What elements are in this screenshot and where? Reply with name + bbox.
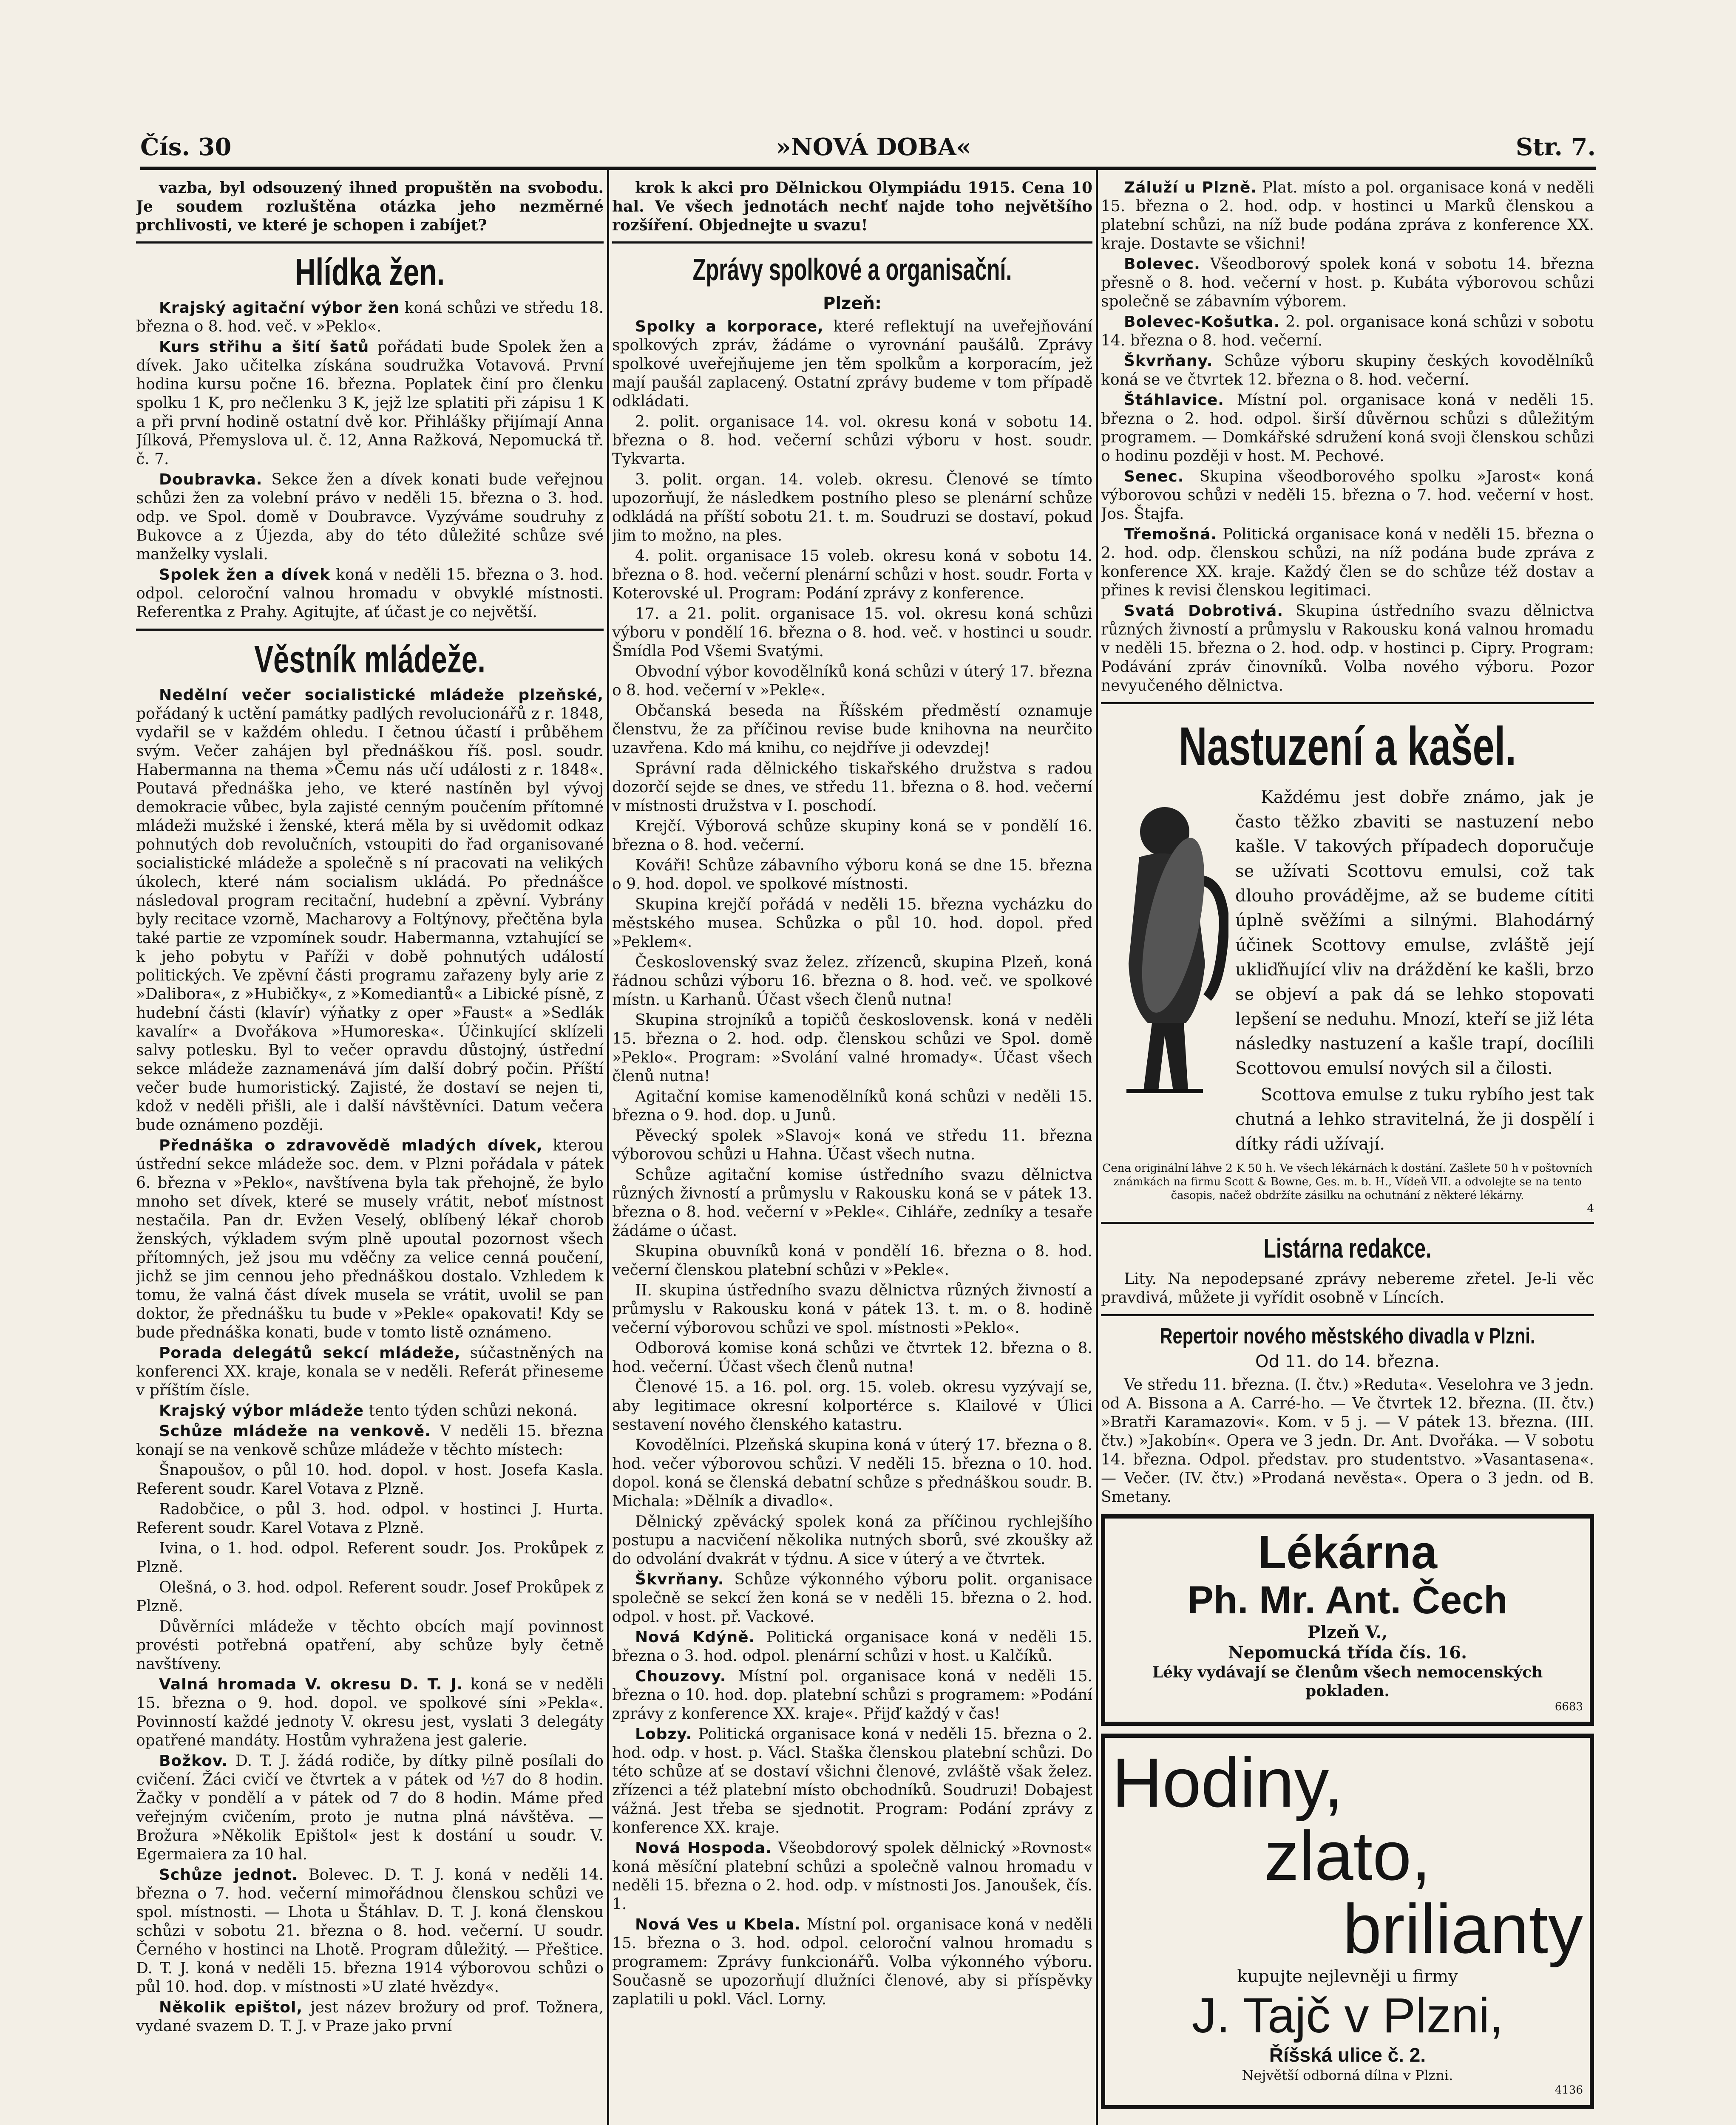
vestnik-item-text: V neděli 15. března konají se na venkově schůze mládeže v těchto místech: [136, 1422, 604, 1459]
tajc-line-brilianty: brilianty [1342, 1890, 1583, 1968]
ad-code: 4 [1587, 1202, 1594, 1215]
vestnik-item-text: jest název brožury od prof. Tožnera, vydané svazem D. T. J. v Praze jako první [136, 1999, 604, 2035]
spolkova-zprava-text: Členové 15. a 16. pol. org. 15. voleb. okresu vyzývají se, aby legitimace okresní kolportérce s. Klailové v Úlici sestavení nového členského katastru. [612, 1379, 1092, 1434]
vestnik-item-lead: Přednáška o zdravovědě mladých dívek, [159, 1137, 543, 1154]
spolkova-zprava-lead: Nová Hospoda. [635, 1839, 772, 1857]
vestnik-item [136, 1136, 604, 1342]
organisacni-zprava-lead: Bolevec-Košutka. [1124, 313, 1280, 331]
spolkova-zprava [612, 1915, 1092, 2009]
ad-paragraph: Scottova emulse z tuku rybího jest tak chutná a lehko stravitelná, že ji dospělí i dítky rádi užívají. [1235, 1085, 1594, 1154]
vestnik-item [136, 1578, 604, 1616]
spolkova-zprava-text: které reflektují na uveřejňování spolkových zpráv, žádáme o vyrovnání paušálů. Zprávy spolkové uveřejňujeme jen těm spolkům a korporacím, jež mají paušál zaplacený. Ostatní zprávy budeme v tom případě odkládati. [612, 318, 1092, 410]
vestnik-item-lead: Schůze jednot. [159, 1866, 298, 1884]
spolkova-zprava [612, 1088, 1092, 1125]
vestnik-item [136, 1422, 604, 1459]
spolkova-zprava-text: Skupina strojníků a topičů československ. koná v neděli 15. března o 2. hod. odp. členskou schůzi ve Spol. domě »Peklo«. Program: »Svolání valné hromady«. Účast všech členů nutna! [612, 1012, 1092, 1085]
spolkova-zprava-text: Skupina obuvníků koná v pondělí 16. března o 8. hod. večerní členskou platební schůzi v »Pekle«. [612, 1243, 1092, 1279]
vestnik-mladeze-heading: Věstník mládeže. [254, 638, 485, 681]
newspaper-title: »NOVÁ DOBA« [776, 133, 971, 161]
vestnik-item-text: Bolevec. D. T. J. koná v neděli 14. března o 7. hod. večerní mimořádnou členskou schůzi ve spol. místnosti. — Lhota u Štáhlav. D. T. J. koná členskou schůzi v sobotu 21. března o 8. hod. večerní. U soudr. Černého v hostinci na Lhotě. Program důležitý. — Přeštice. D. T. J. koná v neděli 15. března 1914 výborovou schůzi o půl 10. hod. dop. v místnosti »U zlaté hvězdy«. [136, 1866, 604, 1996]
organisacni-zprava-lead: Třemošná. [1124, 526, 1217, 543]
spolkova-zprava-text: Krejčí. Výborová schůze skupiny koná se v pondělí 16. března o 8. hod. večerní. [612, 818, 1092, 854]
tajc-tagline: Největší odborná dílna v Plzni. [1242, 2067, 1453, 2083]
spolkova-zprava-text: Obvodní výbor kovodělníků koná schůzi v úterý 17. března o 8. hod. večerní v »Pekle«. [612, 663, 1092, 699]
tajc-code: 4136 [1554, 2084, 1583, 2097]
spolkova-zprava-text: Politická organisace koná v neděli 15. března o 2. hod. odp. v host. p. Václ. Staška členskou platební schůzi. Do této schůze ať se dostaví všichni členové, zvláště však želez. zřízenci a též platební místo obchodníků. Soudruzi! Dobajest vážná. Jest třeba se sjednotit. Program: Podání zprávy z konference XX. kraje. [612, 1726, 1092, 1836]
vestnik-item-text: koná se v neděli 15. března o 9. hod. dopol. ve spolkové síni »Pekla«. Povinností každé jednoty V. okresu jest, vyslati 3 delegáty opatřené mandáty. Hostům vyhražena jest galerie. [136, 1676, 604, 1749]
organisacni-zprava [1101, 391, 1594, 466]
lekarna-street: Nepomucká třída čís. 16. [1228, 1643, 1467, 1663]
spolkova-zprava [612, 1513, 1092, 1569]
column-3 [1101, 178, 1594, 2125]
hlidka-item-text: koná schůzi ve středu 18. března o 8. hod. več. v »Peklo«. [136, 299, 604, 335]
spolkova-zprava-text: Kováři! Schůze zábavního výboru koná se dne 15. března o 9. hod. dopol. ve spolkové místnosti. [612, 857, 1092, 893]
vestnik-item [136, 1675, 604, 1750]
hlidka-item [136, 470, 604, 564]
spolkove-zpravy-list [612, 317, 1092, 2009]
spolkova-zprava-text: Místní pol. organisace koná v neděli 15. března o 3. hod. odpol. celoroční valnou hromadu s programem: Zprávy funkcionářů. Volba výkonného výboru. Současně se upozorňují dlužníci členové, aby si příspěvky zaplatili u pokl. Václ. Lorny. [612, 1916, 1092, 2008]
scott-emulsion-ad [1101, 717, 1594, 1215]
spolkova-zprava-lead: Nová Kdýně. [635, 1629, 755, 1646]
vestnik-item [136, 1618, 604, 1674]
vestnik-item-text: Olešná, o 3. hod. odpol. Referent soudr. Josef Prokůpek z Plzně. [136, 1579, 604, 1615]
hlidka-item-text: koná v neděli 15. března o 3. hod. odpol. celoroční valnou hromadu v obvyklé místnosti. Referentka z Prahy. Agitujte, ať účast je co největší. [136, 566, 604, 621]
organisacni-zprava [1101, 255, 1594, 311]
repertoir-heading: Repertoir nového městského divadla v Plzni. [1160, 1324, 1535, 1349]
vestnik-item-lead: Božkov. [159, 1752, 228, 1770]
spolkova-zprava-text: Pěvecký spolek »Slavoj« koná ve středu 11. března výborovou schůzi u Hahna. Účast všech nutna. [612, 1127, 1092, 1163]
spolkova-zprava-text: Správní rada dělnického tiskařského družstva s radou dozorčí sejde se dnes, ve středu 11. března o 8. hod. večerní v místnosti družstva v I. poschodí. [612, 760, 1092, 815]
section-rule [136, 629, 604, 631]
fisherman-with-fish-illustration [1101, 785, 1228, 1108]
zpravy-spolkove-heading: Zprávy spolkové a organisační. [692, 253, 1012, 287]
hlidka-item-lead: Kurs střihu a šití šatů [159, 338, 369, 356]
hlidka-item-text: Sekce žen a dívek konati bude veřejnou schůzi žen za volební právo v neděli 15. března o 3. hod. odp. ve Spol. domě v Doubravce. Vyzýváme soudruhy z Bukovce a z Újezda, aby do této důležité schůze své manželky vyslali. [136, 471, 604, 563]
spolkova-zprava-text: Dělnický zpěvácký spolek koná za příčinou rychlejšího postupu a nacvičení několika nutných sborů, své zkoušky až do odvolání dvakrát v týdnu. A sice v úterý a ve čtvrtek. [612, 1513, 1092, 1568]
organisacni-zprava-lead: Škvrňany. [1124, 352, 1213, 370]
lekarna-title: Lékárna [1258, 1526, 1437, 1578]
vestnik-item [136, 1402, 604, 1420]
spolkova-zprava-text: Skupina krejčí pořádá v neděli 15. března vycházku do městského musea. Schůzka o půl 10. hod. dopol. před »Peklem«. [612, 896, 1092, 951]
spolkova-zprava-text: Schůze agitační komise ústředního svazu dělnictva různých živností a průmyslu v Rakousku koná se v pátek 13. března o 8. hod. večerní v »Pekle«. Cihláře, zedníky a tesaře žádáme o účast. [612, 1166, 1092, 1240]
lekarna-code: 6683 [1554, 1700, 1583, 1713]
vestnik-item [136, 686, 604, 1135]
spolkova-zprava [612, 605, 1092, 661]
tajc-line-zlato: zlato, [1264, 1817, 1431, 1895]
vestnik-item-text: Šnapoušov, o půl 10. hod. dopol. v host. Josefa Kasla. Referent soudr. Karel Votava z Plzně. [136, 1462, 604, 1498]
lekarna-note: Léky vydávají se členům všech nemocenských pokladen. [1152, 1663, 1543, 1700]
lekarna-city: Plzeň V., [1307, 1622, 1388, 1642]
spolkova-zprava [612, 1436, 1092, 1511]
vestnik-mladeze-section [136, 686, 604, 2036]
ad-title: Nastuzení a kašel. [1179, 716, 1516, 777]
spolkova-zprava-lead: Lobzy. [635, 1726, 692, 1743]
organisacni-zprava-lead: Senec. [1124, 468, 1184, 485]
tajc-address: Říšská ulice č. 2. [1269, 2044, 1426, 2066]
ad-paragraph: Každému jest dobře známo, jak je často těžko zbaviti se nastuzení nebo kašle. V takových případech doporučuje se užívati Scottovu emulsi, což tak dlouho provádějme, až se budeme cítiti úplně svěžími a silnými. Blahodárný účinek Scottovy emulse, zvláště její ukliďňující vliv na dráždění ke kašli, brzo se objeví a pak dá se lehko stopovati lepšení se neduhu. Mnozí, kteří se již léta následky nastuzení a kašle trapí, docílili Scottovou emulsí nových sil a čilosti. [1235, 788, 1594, 1078]
spolkova-zprava-text: Odborová komise koná schůzi ve čtvrtek 12. března o 8. hod. večerní. Účast všech členů nutna! [612, 1340, 1092, 1376]
spolkova-zprava-text: 3. polit. organ. 14. voleb. okresu. Členové se tímto upozorňují, že následkem postního pleso se plenární schůze odkládá na příští sobotu 21. t. m. Soudruzi se dostaví, pokud jim to možno, na ples. [612, 471, 1092, 544]
column-divider [1096, 170, 1098, 2125]
ad-body [1101, 785, 1594, 1158]
hlidka-item-lead: Krajský agitační výbor žen [159, 299, 400, 317]
vestnik-item [136, 1866, 604, 1997]
listarna-text: Lity. Na nepodepsané zprávy nebereme zřetel. Je-li věc pravdivá, můžete ji vyřídit osobně v Líncích. [1101, 1270, 1594, 1306]
vestnik-item [136, 1539, 604, 1577]
vestnik-item-text: Radobčice, o půl 3. hod. odpol. v hostinci J. Hurta. Referent soudr. Karel Votava z Plzně. [136, 1501, 604, 1537]
vestnik-item [136, 1344, 604, 1400]
spolkova-zprava-lead: Spolky a korporace, [635, 318, 824, 335]
repertoir-text: Ve středu 11. března. (I. čtv.) »Reduta«. Veselohra ve 3 jedn. od A. Bissona a A. Carré-ho. — Ve čtvrtek 12. března. (II. čtv.) »Bratři Karamazovi«. Kom. v 5 j. — V pátek 13. března. (III. čtv.) »Jakobín«. Opera ve 3 jedn. Dr. Ant. Dvořáka. — V sobotu 14. března. Odpol. představ. pro studentstvo. »Vasantasena«. — Večer. (IV. čtv.) »Prodaná nevěsta«. Opera o 3 jedn. od B. Smetany. [1101, 1376, 1594, 1506]
hlidka-item [136, 299, 604, 336]
vestnik-item-text: Ivina, o 1. hod. odpol. Referent soudr. Jos. Prokůpek z Plzně. [136, 1540, 604, 1576]
hlidka-item-text: pořádati bude Spolek žen a dívek. Jako učitelka získána soudružka Votavová. První hodina kursu počne 16. března. Poplatek činí pro členku spolku 1 K, pro nečlenku 3 K, jejž lze splatiti při zápisu 1 K a při první hodině ostatní dvě kor. Přihlášky přijímají Anna Jílková, Přemyslova ul. č. 12, Anna Ražková, Nepomucká tř. č. 7. [136, 338, 604, 468]
spolkova-zprava [612, 953, 1092, 1009]
spolkova-zprava [612, 1127, 1092, 1164]
vestnik-item-text: súčastněných na konferenci XX. kraje, konala se v neděli. Referát přineseme v příštím čísle. [136, 1344, 604, 1399]
vestnik-item-lead: Porada delegátů sekcí mládeže, [159, 1344, 461, 1362]
spolkova-zprava [612, 1839, 1092, 1914]
organisacni-zprava [1101, 468, 1594, 524]
page-number: Str. 7. [1515, 133, 1596, 161]
spolkova-zprava [612, 1242, 1092, 1280]
header-rule [140, 167, 1596, 170]
organisacni-zprava [1101, 178, 1594, 253]
spolkova-zprava [612, 1166, 1092, 1241]
hlidka-zen-section [136, 299, 604, 622]
organisacni-zprava-lead: Záluží u Plzně. [1124, 179, 1257, 196]
spolkova-zprava [612, 1011, 1092, 1086]
ad-price-note: Cena originální láhve 2 K 50 h. Ve všech lékárnách k dostání. Zašlete 50 h v poštovních známkách na firmu Scott & Bowne, Ges. m. b. H., Vídeň VII. a odvolejte se na tento časopis, načež obdržíte zásilku na ochutnání z některé lékárny. [1102, 1162, 1593, 1202]
organisacni-zprava [1101, 525, 1594, 600]
vestnik-item-lead: Krajský výbor mládeže [159, 1402, 364, 1420]
spolkova-zprava [612, 470, 1092, 545]
organisacni-zprava-text: 2. pol. organisace koná schůzi v sobotu 14. března o 8. hod. večerní. [1101, 313, 1594, 349]
spolkova-zprava [612, 1281, 1092, 1337]
vestnik-item-lead: Nedělní večer socialistické mládeže plzeňské, [159, 686, 604, 704]
place-heading: Plzeň: [823, 294, 882, 313]
spolkova-zprava-lead: Nová Ves u Kbela. [635, 1916, 801, 1933]
section-rule [1101, 702, 1594, 704]
organisacni-zprava-text: Všeodborový spolek koná v sobotu 14. března přesně o 8. hod. večerní v host. p. Kubáta výborovou schůzi společně se zábavním výborem. [1101, 255, 1594, 310]
spolkova-zprava [612, 895, 1092, 952]
spolkova-zprava-text: Všeobdorový spolek dělnický »Rovnost« koná měsíční platební schůzi a společně valnou hromadu v neděli 15. března o 2. hod. odp. v místnosti Jos. Janoušek, čís. 1. [612, 1839, 1092, 1913]
tajc-line-hodiny: Hodiny, [1112, 1744, 1343, 1822]
spolkova-zprava [612, 317, 1092, 411]
spolkova-zprava [612, 663, 1092, 700]
vestnik-item-text: Důvěrníci mládeže v těchto obcích mají povinnost provésti potřebná opatření, aby schůze byly četně navštíveny. [136, 1618, 604, 1673]
hlidka-item-lead: Doubravka. [159, 471, 263, 488]
organisacni-zprava-lead: Svatá Dobrotivá. [1124, 602, 1283, 620]
hlidka-item [136, 338, 604, 469]
hlidka-zen-heading: Hlídka žen. [295, 251, 445, 294]
listarna-heading: Listárna redakce. [1263, 1233, 1432, 1264]
hlidka-item [136, 566, 604, 622]
spolkova-zprava-text: Politická organisace koná v neděli 15. března o 3. hod. odpol. plenární schůzi v host. u Kalčíků. [612, 1629, 1092, 1665]
spolkova-zprava-text: Schůze výkonného výboru polit. organisace společně se sekcí žen koná se v neděli 15. března o 2. hod. odpol. v host. př. Vackové. [612, 1571, 1092, 1626]
vestnik-item [136, 1752, 604, 1864]
vestnik-item-text: pořádaný k uctění památky padlých revolucionářů z r. 1848, vydařil se v každém ohledu. I četnou účastí i průběhem svým. Večer zahájen byl přednáškou říš. posl. soudr. Habermanna na thema »Čemu nás učí události z r. 1848«. Poutavá přednáška jeho, ve které nastíněn byl vývoj demokracie vůbec, byla zajisté cenným poučením přítomné mládeži mužské i ženské, která měla by si uvědomit odkaz pohnutých dob revolučních, vstoupiti do řad organisované socialistické mládeže a společně s ní pracovati na velikých úkolech, které nám socialism ukládá. Po přednášce následoval program recitační, hudební a zpěvní. Vybrány byly recitace vzorně, Macharovy a Foltýnovy, přečtěna byla také partie ze vzpomínek soudr. Habermanna, vztahující se k jeho pobytu v Paříži v době pohnutých událostí politických. Ve zpěvní části programu zařazeny byly arie z »Dalibora«, z »Hubičky«, z »Komediantů« a Libické písně, z hudební části (klavír) výňatky z oper »Faust« a »Sedlák kavalír« a Dvořákova »Humoreska«. Účinkující sklízeli salvy potlesku. Byl to večer opravdu důstojný, ústřední sekce mládeže zaznamenává jím další dobrý počin. Příští večer bude humoristický. Zajisté, že dostaví se nejen ti, kdož v neděli přišli, ale i další návštěvníci. Datum večera bude oznámeno později. [136, 705, 604, 1134]
hlidka-item-lead: Spolek žen a dívek [159, 566, 330, 584]
organisacni-zprava-text: Skupina všeodborového spolku »Jarost« koná výborovou schůzi v neděli 15. března o 7. hod. večerní v host. Jos. Štajfa. [1101, 468, 1594, 523]
section-rule [1101, 1222, 1594, 1224]
spolkova-zprava-text: Občanská beseda na Říšském předměstí oznamuje členstvu, že za příčinou revise bude knihovna na neurčito uzavřena. Kdo má knihu, co nejdříve ji odevzdej! [612, 702, 1092, 757]
vestnik-item-lead: Několik epištol, [159, 1999, 303, 2016]
spolkova-zprava-text: 2. polit. organisace 14. vol. okresu koná v sobotu 14. března o 8. hod. večerní schůzi výboru v host. soudr. Tykvarta. [612, 413, 1092, 468]
organisacni-zprava [1101, 313, 1594, 350]
tajc-watches-ad [1101, 1734, 1594, 2109]
organisacni-zprava-text: Plat. místo a pol. organisace koná v neděli 15. března o 2. hod. odp. v hostinci u Marků členskou a platební schůzi, na níž bude podána zpráva z konference XX. kraje. Dostavte se všichni! [1101, 179, 1594, 252]
tajc-line-kupujte: kupujte nejlevněji u firmy [1237, 1967, 1458, 1986]
spolkova-zprava-text: Československý svaz želez. zřízenců, skupina Plzeň, koná řádnou schůzi výboru 16. března o 8. hod. več. ve spolkové místn. u Karhanů. Účast všech členů nutna! [612, 954, 1092, 1009]
page-header [140, 128, 1596, 167]
lekarna-ad [1101, 1514, 1594, 1726]
spolkova-zprava [612, 702, 1092, 758]
column-1-intro: vazba, byl odsouzený ihned propuštěn na svobodu. Je soudem rozluštěna otázka jeho nezměrné prchlivosti, ve které je schopen i zabíjet? [136, 179, 604, 234]
organisacni-zprava-text: Schůze výboru skupiny českých kovodělníků koná se ve čtvrtek 12. března o 8. hod. večerní. [1101, 352, 1594, 388]
vestnik-item-text: tento týden schůzi nekoná. [369, 1402, 578, 1420]
vestnik-item-text: D. T. J. žádá rodiče, by dítky pilně posílali do cvičení. Žáci cvičí ve čtvrtek a v pátek od ½7 do 8 hodin. Žačky v pondělí a v pátek od 7 do 8 hodin. Máme před veřejným cvičením, proto je nutna plná návštěva. — Brožura »Několik Epištol« jest k dostání u soudr. V. Egermaiera za 10 hal. [136, 1752, 604, 1863]
spolkova-zprava-text: Místní pol. organisace koná v neděli 15. března o 10. hod. dop. platební schůzi s programem: »Podání zprávy z konference XX. kraje«. Přijď každý v čas! [612, 1668, 1092, 1723]
organisacni-zprava-text: Skupina ústředního svazu dělnictva různých živností a průmyslu v Rakousku koná valnou hromadu v neděli 15. března o 2. hod. odp. v hostinci p. Cipry. Program: Podávání zpráv činovníků. Volba nového výboru. Pozor nevyučeného dělnictva. [1101, 602, 1594, 694]
vestnik-item [136, 1500, 604, 1538]
issue-number: Čís. 30 [140, 133, 232, 161]
tajc-firm-name: J. Tajč v Plzni, [1191, 1988, 1503, 2043]
vestnik-item [136, 1461, 604, 1499]
lekarna-owner: Ph. Mr. Ant. Čech [1187, 1578, 1508, 1622]
spolkova-zprava [612, 1628, 1092, 1666]
spolkova-zprava [612, 1570, 1092, 1626]
section-rule [136, 241, 604, 244]
vestnik-item-lead: Schůze mládeže na venkově. [159, 1422, 431, 1440]
column-2 [612, 178, 1092, 2125]
organisacni-zprava-text: Místní pol. organisace koná v neděli 15. března o 2. hod. odpol. širší důvěrnou schůzi s důležitým programem. — Domkářské sdružení koná svoji členskou schůzi o hodinu později v host. M. Pechové. [1101, 391, 1594, 465]
spolkova-zprava [612, 1378, 1092, 1434]
repertoir-date-range: Od 11. do 14. března. [1255, 1352, 1440, 1371]
column-2-intro: krok k akci pro Dělnickou Olympiádu 1915. Cena 10 hal. Ve všech jednotách nechť najde toho největšího rozšíření. Objednejte u svazu! [612, 179, 1092, 234]
spolkova-zprava [612, 1725, 1092, 1837]
organisacni-zprava [1101, 602, 1594, 695]
column-divider [607, 170, 609, 2125]
section-rule [612, 241, 1092, 244]
spolkova-zprava [612, 413, 1092, 469]
spolkova-zprava-lead: Chouzovy. [635, 1668, 726, 1685]
organisacni-zprava-lead: Štáhlavice. [1124, 391, 1224, 409]
organisacni-zprava-lead: Bolevec. [1124, 255, 1200, 273]
organisacni-zpravy-list [1101, 178, 1594, 695]
organisacni-zprava-text: Politická organisace koná v neděli 15. března o 2. hod. odp. členskou schůzi, na níž podána bude zpráva z konference XX. kraje. Každý člen se do schůze též dostav a přines k revisi členskou legitimaci. [1101, 526, 1594, 599]
spolkova-zprava [612, 856, 1092, 894]
spolkova-zprava [612, 1667, 1092, 1723]
spolkova-zprava-lead: Škvrňany. [635, 1571, 724, 1588]
spolkova-zprava [612, 547, 1092, 603]
organisacni-zprava [1101, 352, 1594, 389]
spolkova-zprava-text: Agitační komise kamenodělníků koná schůzi v neděli 15. března o 9. hod. dop. u Junů. [612, 1088, 1092, 1124]
spolkova-zprava [612, 1339, 1092, 1377]
section-rule [1101, 1314, 1594, 1316]
column-1 [136, 178, 604, 2125]
spolkova-zprava-text: II. skupina ústředního svazu dělnictva různých živností a průmyslu v Rakousku koná v pátek 13. t. m. o 8. hodině večerní výborovou schůzi ve spol. místnosti »Peklo«. [612, 1282, 1092, 1337]
vestnik-item [136, 1998, 604, 2036]
spolkova-zprava [612, 817, 1092, 855]
ad-text [1235, 785, 1594, 1158]
spolkova-zprava-text: 17. a 21. polit. organisace 15. vol. okresu koná schůzi výboru v pondělí 16. března o 8. hod. več. v hostinci u soudr. Šmídla Pod Všemi Svatými. [612, 605, 1092, 660]
vestnik-item-text: kterou ústřední sekce mládeže soc. dem. v Plzni pořádala v pátek 6. března v »Peklo«, navštívena byla tak přehojně, že bylo mnoho set dívek, které se musely vrátit, neboť místnost nestačila. Pan dr. Evžen Veselý, oblíbený lékař chorob ženských, výkladem svým plně upoutal pozornost všech přítomných, jež jsou mu vděčny za velice cenná poučení, jichž se jim cennou jeho přednáškou dostalo. Vzhledem k tomu, že valná část dívek musela se vrátit, uvolil se pan doktor, že přednášku tu bude v »Pekle« opakovati! Kdy se bude přednáška konati, bude v tomto listě oznámeno. [136, 1137, 604, 1341]
spolkova-zprava-text: Kovodělníci. Plzeňská skupina koná v úterý 17. března o 8. hod. večer výborovou schůzi. V neděli 15. března o 10. hod. dopol. koná se členská debatní schůze s přednáškou soudr. B. Michala: »Dělník a divadlo«. [612, 1436, 1092, 1510]
spolkova-zprava [612, 759, 1092, 816]
spolkova-zprava-text: 4. polit. organisace 15 voleb. okresu koná v sobotu 14. března o 8. hod. večerní plenární schůzi v host. soudr. Forta v Koterovské ul. Program: Podání zprávy z konference. [612, 547, 1092, 602]
vestnik-item-lead: Valná hromada V. okresu D. T. J. [159, 1676, 463, 1693]
